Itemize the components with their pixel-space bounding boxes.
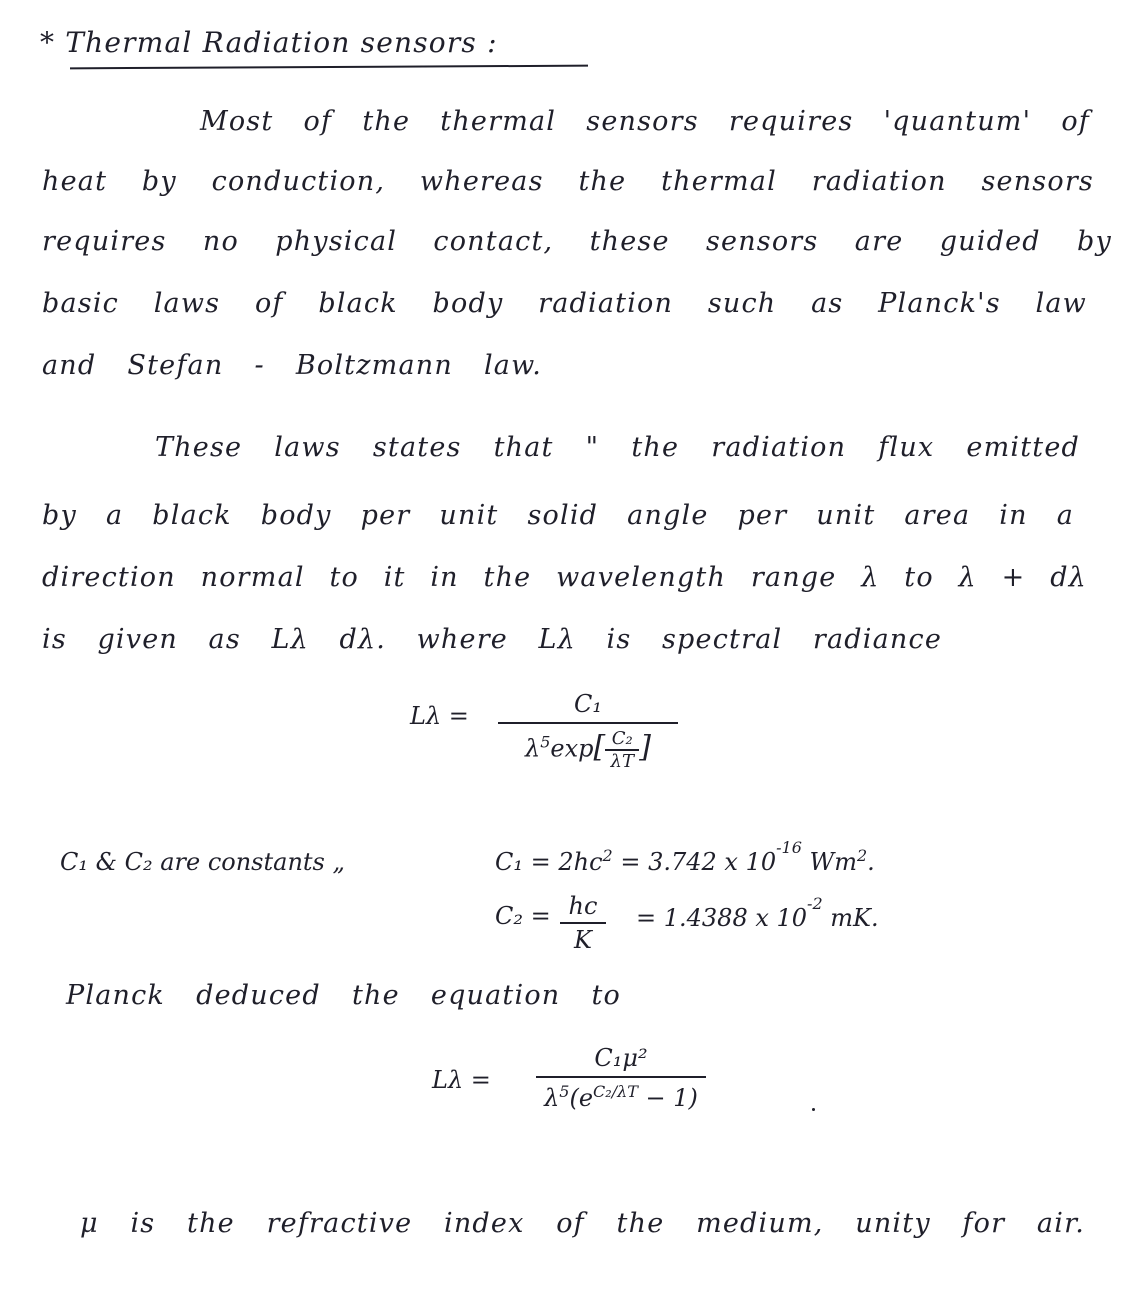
eq1-den-exp: 5 <box>540 732 551 752</box>
para1-line2-text: heat by conduction, whereas the thermal radiation sensors <box>42 166 1094 197</box>
para1-line5-text: and Stefan - Boltzmann law. <box>42 350 542 381</box>
constants-intro: C₁ & C₂ are constants „ <box>60 848 345 876</box>
eq2-den-e-exponent: C₂/λT <box>593 1082 638 1101</box>
para1-line1 <box>200 106 1090 137</box>
para2-line1-text: These laws states that " the radiation flux emitted <box>155 432 1080 463</box>
para1-line5 <box>42 350 542 381</box>
eq2-lhs: Lλ = <box>432 1066 491 1094</box>
eq2-denominator <box>544 1078 698 1112</box>
c1-rhs: = 3.742 x 10 <box>620 848 777 876</box>
eq1-den-lambda: λ <box>525 734 541 763</box>
para1-line3 <box>42 226 1112 257</box>
para2-line1 <box>155 432 1080 463</box>
para1-line4 <box>42 288 1087 319</box>
c1-unit-exp: 2 <box>856 846 868 865</box>
para1-line2 <box>42 166 1094 197</box>
c2-value <box>636 894 879 932</box>
eq2-den-close: − 1) <box>645 1084 698 1112</box>
eq2-den-exp: 5 <box>559 1082 570 1101</box>
heading-underline <box>70 65 588 70</box>
c1-power: -16 <box>776 838 802 857</box>
eq1-bracket-den: λT <box>610 750 634 772</box>
c1-end: . <box>867 848 875 876</box>
eq2-den-lambda: λ <box>544 1084 560 1112</box>
para1-line3-text: requires no physical contact, these sensors are guided by <box>42 226 1112 257</box>
c1-definition <box>495 838 875 876</box>
para2-line4 <box>42 624 942 655</box>
para2-line3-text: direction normal to it in the wavelength range λ to λ + dλ <box>42 562 1087 593</box>
para1-line1-text: Most of the thermal sensors requires 'quantum' of <box>200 106 1090 137</box>
para2-line3 <box>42 562 1087 593</box>
c1-lhs: C₁ = 2hc <box>495 848 603 876</box>
eq1-fraction <box>498 690 678 772</box>
eq1-bracket-fraction <box>605 728 639 772</box>
footer-text: μ is the refractive index of the medium, unity for air. <box>80 1208 1085 1239</box>
c2-rhs: = 1.4388 x 10 <box>636 904 808 932</box>
eq1-denominator <box>525 724 651 772</box>
eq2-den-open: (e <box>569 1084 594 1112</box>
eq1-den-exp-word: exp <box>550 734 594 763</box>
stray-dot <box>812 1108 815 1111</box>
eq1-left-bracket: [ <box>593 729 606 765</box>
eq1-numerator: C₁ <box>574 690 602 718</box>
planck-line <box>66 980 621 1011</box>
eq2-numerator: C₁μ² <box>594 1044 648 1072</box>
c2-unit: mK. <box>830 904 879 932</box>
c2-fraction <box>560 892 606 954</box>
planck-line-text: Planck deduced the equation to <box>66 980 621 1011</box>
para1-line4-text: basic laws of black body radiation such as Planck's law <box>42 288 1087 319</box>
eq1-lhs: Lλ = <box>410 702 469 730</box>
c2-denominator: K <box>574 926 592 954</box>
c1-exp: 2 <box>602 846 613 865</box>
c2-numerator: hc <box>568 892 598 920</box>
para2-line2-text: by a black body per unit solid angle per unit area in a <box>42 500 1074 531</box>
para2-line2 <box>42 500 1074 531</box>
eq2-fraction <box>536 1044 706 1112</box>
c2-power: -2 <box>807 894 823 913</box>
para2-line4-text: is given as Lλ dλ. where Lλ is spectral radiance <box>42 624 942 655</box>
footer-line <box>80 1208 1085 1239</box>
eq1-bracket-num: C₂ <box>611 728 633 749</box>
c2-lhs: C₂ = <box>495 902 551 930</box>
c1-unit: Wm <box>809 848 857 876</box>
eq1-right-bracket: ] <box>639 729 651 765</box>
page-heading: * Thermal Radiation sensors : <box>40 26 498 59</box>
